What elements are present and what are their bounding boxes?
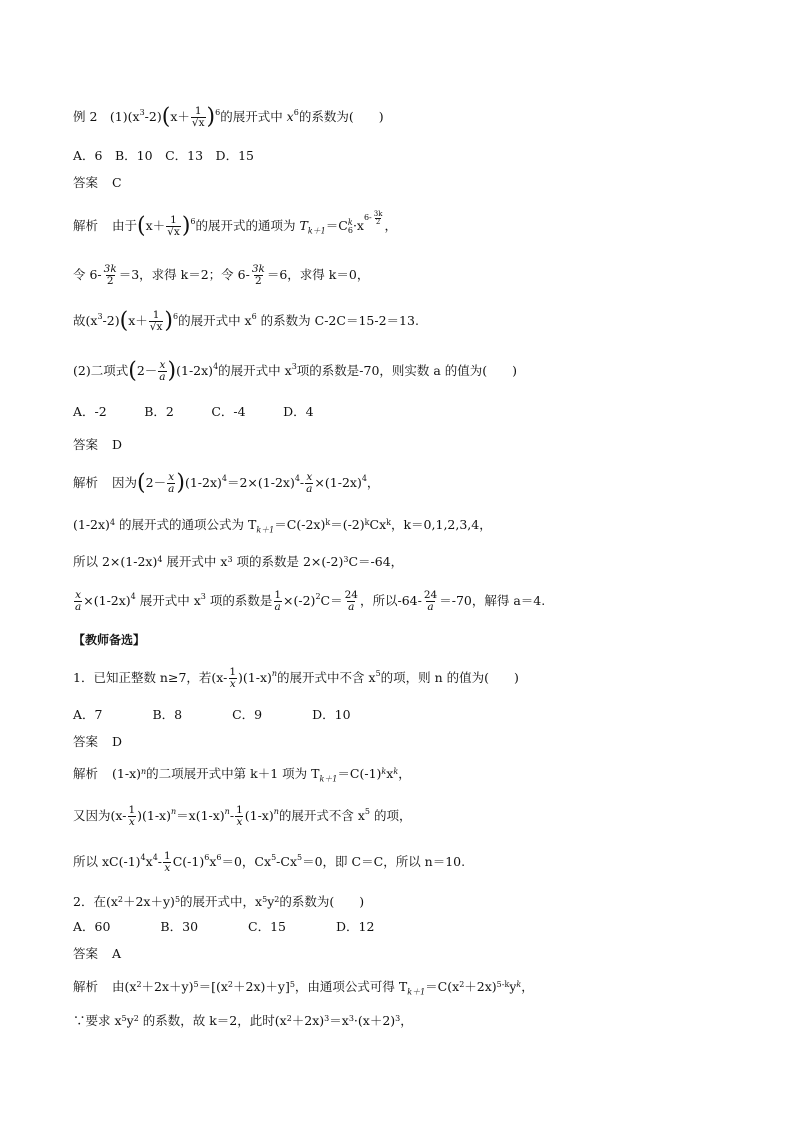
teacher-2-analysis-2 (73, 1012, 413, 1030)
text: ，k＝0,1,2,3,4， (390, 517, 492, 532)
example-2b-options (73, 403, 314, 421)
text: - (157, 854, 163, 869)
text: ∵要求 x (73, 1013, 122, 1028)
frac-den: a (306, 483, 313, 495)
paren-open: ( (137, 470, 146, 496)
text: y (509, 979, 517, 994)
sup: 4 (130, 592, 136, 601)
text: 2－ (136, 363, 158, 378)
sup: 5-k (496, 980, 510, 989)
fraction (166, 215, 181, 238)
fraction (305, 472, 313, 495)
paren-open: ( (161, 104, 171, 130)
answer-value: A (112, 946, 122, 961)
text: x (289, 854, 298, 869)
sub: k＋1 (407, 987, 426, 997)
text: (1-2x) (73, 517, 110, 532)
text: C (320, 593, 331, 608)
frac-den: x (236, 816, 243, 828)
text: ＝x(1-x) (176, 808, 225, 823)
example-2-analysis-1 (73, 209, 397, 241)
text: 的展开式中 x (178, 313, 252, 328)
text: x (386, 766, 394, 781)
example-2-answer (73, 174, 122, 192)
frac-num: 24 (423, 589, 438, 601)
paren-open: ( (128, 358, 137, 384)
text: T (299, 218, 308, 233)
sup: 4 (294, 474, 300, 483)
sup: 4 (157, 555, 163, 564)
answer-label: 答案 (73, 437, 99, 452)
text: ＝C (361, 854, 384, 869)
text: C (369, 517, 380, 532)
text: 的展开式的通项为 (195, 218, 300, 233)
frac-num: x (159, 359, 166, 371)
text: ×(-2) (283, 593, 316, 608)
sup: 3 (343, 555, 349, 564)
sup: 3 (200, 592, 206, 601)
text: ＝6，求得 k＝0， (266, 267, 370, 282)
sup: 6 (204, 853, 210, 862)
text: 的展开式的通项公式为 T (115, 517, 257, 532)
text: -2) (144, 109, 162, 124)
sup: 4 (361, 474, 367, 483)
text: 的系数为( ) (298, 109, 384, 124)
fraction (273, 590, 282, 613)
sup: 6 (172, 312, 179, 321)
sup: 2 (286, 1014, 292, 1023)
frac-num: 1 (164, 850, 171, 862)
teacher-2-analysis-1 (73, 978, 534, 1002)
teacher-2-options (73, 918, 374, 936)
paren-close: ) (164, 308, 173, 334)
text: ， (366, 475, 380, 490)
sup: 5 (193, 980, 199, 989)
frac-num: 1 (274, 589, 282, 601)
text: 由(x (112, 979, 137, 994)
banner-text: 【教师备选】 (73, 633, 146, 647)
text: 故(x (73, 313, 98, 328)
text: -2C (324, 313, 346, 328)
teacher-2-question (73, 893, 364, 911)
teacher-2-answer (73, 945, 121, 963)
example-2-analysis-3 (73, 310, 419, 333)
paren-close: ) (181, 213, 191, 239)
options-text: A．7 B．8 C．9 D．10 (73, 707, 351, 722)
text: 由于 (112, 218, 138, 233)
sup: 3 (395, 1014, 401, 1023)
sup: 5 (174, 895, 181, 904)
text: (x (447, 979, 460, 994)
text: ＋2x)＋y] (233, 979, 290, 994)
text: C (172, 854, 183, 869)
sup: 5 (364, 807, 371, 816)
analysis-label: 解析 (73, 218, 99, 233)
text: 的系数，故 k＝2，此时(x (138, 1013, 287, 1028)
exponent-group (363, 209, 385, 226)
options-text: A．6 B．10 C．13 D．15 (73, 148, 254, 163)
fraction (158, 360, 166, 383)
frac-num: 1 (170, 214, 177, 226)
sup: k (381, 767, 387, 776)
paren-open: ( (137, 213, 146, 239)
text: (1-x) (244, 808, 274, 823)
fraction (163, 851, 172, 874)
text: ＋2x) (291, 1013, 325, 1028)
sup: 6 (215, 108, 221, 117)
text: ＝0，C (221, 854, 264, 869)
fraction (423, 590, 438, 613)
teacher-1-question (73, 667, 519, 690)
answer-value: C (112, 175, 122, 190)
sup: n (271, 669, 278, 678)
text: ， (398, 766, 411, 781)
frac-num: 24 (344, 589, 358, 601)
text: x (379, 517, 387, 532)
answer-value: D (112, 734, 123, 749)
sup: 2 (274, 895, 280, 904)
sup: 4 (109, 518, 116, 527)
text: (2)二项式 (73, 363, 129, 378)
sub: k＋1 (256, 525, 275, 535)
analysis-label: 解析 (73, 979, 99, 994)
sup: 2 (133, 1014, 139, 1023)
text: 项的系数是 2×(-2) (232, 554, 344, 569)
text: 的展开式不含 x (278, 808, 365, 823)
text: ＝-64， (358, 554, 404, 569)
text: x (286, 109, 294, 124)
sup: 5 (375, 669, 381, 678)
sup: n (273, 807, 279, 816)
text: ，所以-64- (360, 593, 422, 608)
sup: 5 (121, 1014, 127, 1023)
sup: 3 (348, 1014, 354, 1023)
text: ＝3，求得 k＝2；令 6- (118, 267, 250, 282)
answer-label: 答案 (73, 946, 99, 961)
sup: 4 (140, 853, 146, 862)
text: 的二项展开式中第 k＋1 项为 T (146, 766, 320, 781)
text: 因为 (112, 475, 138, 490)
text: 项的系数是 (205, 593, 273, 608)
answer-value: D (112, 437, 123, 452)
sup: 2 (136, 980, 142, 989)
sub: k＋1 (307, 226, 326, 236)
frac-den: √x (149, 321, 163, 333)
analysis-label: 解析 (73, 766, 99, 781)
frac-den: a (168, 483, 175, 495)
fraction (235, 805, 244, 828)
sup: 5 (262, 895, 268, 904)
text: ＝0，即 C (302, 854, 362, 869)
frac-den: a (427, 601, 434, 613)
fraction (149, 310, 164, 333)
sup: 4 (213, 362, 219, 371)
text: x (145, 854, 153, 869)
teacher-1-analysis-1 (73, 765, 411, 789)
text: )(1-x) (238, 670, 272, 685)
frac-den: x (128, 816, 135, 828)
text: ， (400, 1013, 413, 1028)
frac-den: √x (191, 117, 205, 129)
text: - (299, 475, 305, 490)
text: 项的系数是-70，则实数 a 的值为( ) (296, 363, 518, 378)
text: ， (384, 218, 397, 233)
frac-den: a (159, 371, 166, 383)
text: y (267, 894, 275, 909)
sup: n (141, 767, 147, 776)
sup: 2 (117, 895, 123, 904)
frac-num: x (75, 589, 82, 601)
sup: 3 (97, 312, 103, 321)
paren-close: ) (176, 470, 185, 496)
analysis-label: 解析 (73, 475, 99, 490)
text: 的项，则 n 的值为( ) (380, 670, 519, 685)
text: ＋2x) (464, 979, 497, 994)
text: ＋2x＋y) (141, 979, 194, 994)
fraction (344, 590, 359, 613)
fraction (373, 211, 384, 226)
text: 的项， (370, 808, 412, 823)
text: (-2x) (296, 517, 326, 532)
frac-den: 2 (254, 275, 262, 287)
text: 的展开式中，x (180, 894, 263, 909)
text: 例 2 (1)(x (73, 109, 140, 124)
sup: k (364, 518, 370, 527)
text: ＝C (274, 517, 297, 532)
text: ＝C (325, 218, 348, 233)
paren-open: ( (119, 308, 129, 334)
sup: k (386, 518, 391, 527)
sup: 2 (315, 592, 321, 601)
frac-den: a (274, 601, 281, 613)
sup: k (347, 217, 353, 227)
sup: 6 (190, 217, 196, 226)
text: 6- (363, 213, 372, 222)
example-2b-analysis-2 (73, 516, 492, 540)
text: (-1) (182, 854, 205, 869)
text: - (229, 808, 235, 823)
frac-den: x (164, 862, 171, 874)
example-2b-answer (73, 436, 122, 454)
frac-num: 1 (236, 804, 243, 816)
sup: 4 (221, 474, 227, 483)
paren-close: ) (206, 104, 216, 130)
text: 的系数为( ) (279, 894, 365, 909)
text: ×(1-2x) (314, 475, 362, 490)
text: ＋2x＋y) (122, 894, 175, 909)
text: ＝C (337, 766, 360, 781)
frac-den: √x (167, 226, 180, 238)
fraction (127, 805, 136, 828)
text: (-1) (359, 766, 382, 781)
answer-label: 答案 (73, 734, 99, 749)
text: ＝(-2) (330, 517, 365, 532)
sup: 2 (459, 980, 465, 989)
sup: k (516, 980, 522, 989)
text: x＋ (170, 109, 190, 124)
text: (1-x) (112, 766, 141, 781)
text: ＝2×(1-2x) (226, 475, 295, 490)
text: 的系数为 C (256, 313, 325, 328)
frac-den: 2 (375, 217, 381, 226)
text: C (348, 554, 359, 569)
answer-label: 答案 (73, 175, 99, 190)
frac-num: 1 (152, 309, 160, 321)
frac-num: x (168, 471, 175, 483)
options-text: A．-2 B．2 C．-4 D．4 (73, 404, 314, 419)
frac-num: 1 (194, 105, 202, 117)
text: 的展开式中 x (218, 363, 292, 378)
frac-num: x (306, 471, 313, 483)
sup: 6 (293, 108, 299, 117)
text: ·(x＋2) (353, 1013, 396, 1028)
example-2-options (73, 147, 254, 165)
text: x (209, 854, 217, 869)
frac-num: 3k (251, 263, 265, 275)
text: 的展开式中不含 x (277, 670, 376, 685)
text: (1-2x) (184, 475, 222, 490)
sup: 5 (297, 853, 303, 862)
sup: n (170, 807, 177, 816)
fraction (251, 264, 266, 287)
sup: k (393, 767, 399, 776)
frac-num: 3k (103, 263, 117, 275)
text: ，由通项公式可得 T (294, 979, 408, 994)
teacher-1-answer (73, 733, 122, 751)
sup: 3 (139, 108, 145, 117)
frac-den: x (229, 678, 236, 690)
sup: 2 (227, 980, 233, 989)
fraction (74, 590, 82, 613)
text: 所以 xC (73, 854, 119, 869)
example-2-question (73, 106, 384, 129)
text: x＋ (145, 218, 166, 233)
frac-num: 3k (373, 209, 383, 218)
sup: 3 (324, 1014, 330, 1023)
text: ＝-70，解得 a＝4. (439, 593, 546, 608)
fraction (191, 106, 206, 129)
teacher-banner (73, 631, 145, 649)
sup: k (325, 518, 331, 527)
sub: 6 (347, 225, 353, 235)
text: ＝[(x (198, 979, 228, 994)
text: 的展开式中 (220, 109, 287, 124)
text: 令 6- (73, 267, 102, 282)
teacher-1-analysis-3 (73, 851, 465, 874)
text: ·x (352, 218, 364, 233)
example-2b-analysis-1 (73, 472, 379, 495)
text: ， (521, 979, 534, 994)
text: 2－ (145, 475, 167, 490)
example-2b-analysis-4 (73, 590, 545, 613)
text: 2．在(x (73, 894, 118, 909)
sup: n (224, 807, 230, 816)
text: ×(1-2x) (83, 593, 131, 608)
text: 又因为(x- (73, 808, 127, 823)
text: )(1-x) (137, 808, 171, 823)
text: 展开式中 x (135, 593, 201, 608)
text: ，所以 n＝10. (383, 854, 466, 869)
frac-num: 1 (128, 804, 136, 816)
text: 展开式中 x (162, 554, 228, 569)
sup: 5 (271, 853, 277, 862)
text: y (126, 1013, 134, 1028)
sup: 3 (227, 555, 233, 564)
text: 所以 2×(1-2x) (73, 554, 158, 569)
example-2b-question (73, 360, 517, 383)
text: 1．已知正整数 n≥7，若(x- (73, 670, 228, 685)
text: ＝x (329, 1013, 349, 1028)
frac-den: a (75, 601, 82, 613)
example-2b-analysis-3 (73, 553, 403, 571)
sub: k＋1 (319, 774, 338, 784)
sup: 6 (251, 312, 257, 321)
text: ＝C (425, 979, 448, 994)
sup: 3 (291, 362, 297, 371)
text: -C (276, 854, 290, 869)
text: ＝ (330, 593, 343, 608)
sup: 6 (216, 853, 222, 862)
fraction (167, 472, 175, 495)
paren-close: ) (167, 358, 177, 384)
example-2-analysis-2 (73, 264, 369, 287)
options-text: A．60 B．30 C．15 D．12 (73, 919, 375, 934)
text: (-1) (118, 854, 141, 869)
fraction (228, 667, 237, 690)
frac-num: 1 (229, 666, 237, 678)
text: ＝15-2＝13. (345, 313, 419, 328)
sup: 4 (152, 853, 158, 862)
text: -2) (102, 313, 120, 328)
fraction (103, 264, 118, 287)
text: x＋ (128, 313, 148, 328)
sup: 5 (289, 980, 295, 989)
text: (1-2x) (176, 363, 214, 378)
frac-den: 2 (106, 275, 114, 287)
teacher-1-analysis-2 (73, 805, 412, 828)
text: x (264, 854, 272, 869)
teacher-1-options (73, 706, 351, 724)
frac-den: a (348, 601, 355, 613)
